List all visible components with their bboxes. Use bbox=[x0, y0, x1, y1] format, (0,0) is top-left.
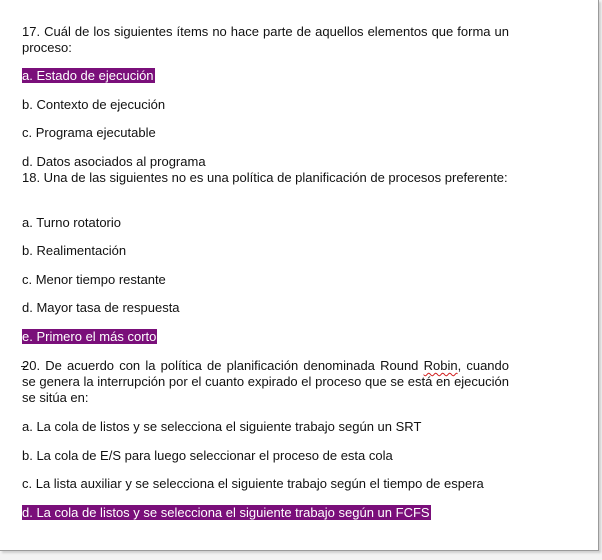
question-20-option-b[interactable]: b. La cola de E/S para luego seleccionar el proceso de esta cola bbox=[22, 448, 393, 463]
question-18-option-a[interactable]: a. Turno rotatorio bbox=[22, 215, 121, 230]
spellcheck-flagged-word[interactable]: Robin bbox=[423, 358, 458, 373]
selected-answer-highlight: d. La cola de listos y se selecciona el siguiente trabajo según un FCFS bbox=[22, 505, 430, 520]
question-18-option-c[interactable]: c. Menor tiempo restante bbox=[22, 272, 166, 287]
question-18-option-e[interactable] bbox=[22, 329, 157, 345]
question-17-option-c[interactable]: c. Programa ejecutable bbox=[22, 125, 156, 140]
question-18-prompt: 18. Una de las siguientes no es una política de planificación de procesos preferente: bbox=[22, 170, 508, 185]
question-17-option-d[interactable]: d. Datos asociados al programa bbox=[22, 154, 206, 169]
question-17-option-b[interactable]: b. Contexto de ejecución bbox=[22, 97, 166, 112]
selected-answer-highlight: a. Estado de ejecución bbox=[22, 68, 154, 83]
question-17-prompt: 17. Cuál de los siguientes ítems no hace parte de aquellos elementos que forma un proceso: bbox=[22, 24, 509, 55]
question-18-option-b[interactable]: b. Realimentación bbox=[22, 243, 127, 258]
question-17-option-a[interactable] bbox=[22, 68, 155, 84]
question-20-prompt-start: 20. De acuerdo con la política de planificación denominada Round bbox=[22, 358, 424, 373]
question-20-prompt-end: , cuando se genera la interrupción por el cuanto expirado el proceso que se está en ejecución se sitúa en: bbox=[22, 358, 510, 405]
question-18-option-d[interactable]: d. Mayor tasa de respuesta bbox=[22, 300, 180, 315]
question-20-option-a[interactable]: a. La cola de listos y se selecciona el siguiente trabajo según un SRT bbox=[22, 419, 422, 434]
question-20-prompt bbox=[22, 358, 509, 406]
question-20-option-d[interactable] bbox=[22, 505, 431, 521]
selected-answer-highlight: e. Primero el más corto bbox=[22, 329, 157, 344]
question-20-option-c[interactable]: c. La lista auxiliar y se selecciona el siguiente trabajo según el tiempo de espera bbox=[22, 476, 484, 491]
